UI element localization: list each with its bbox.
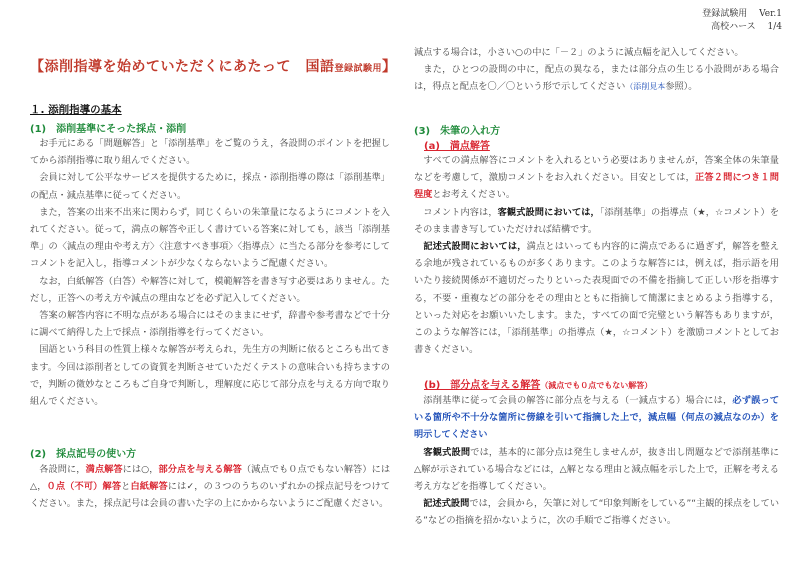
section-title: １. 添削指導の基本 [30,104,122,116]
subsubsection-partial-marks: (b) 部分点を与える解答（減点でも０点でもない解答） [424,380,653,391]
header-page-number: 高校ハース 1/4 [711,22,782,32]
paragraph: 記述式設問では，会員から，矢筆に対して“印象判断をしている”“主観的採点をしている”などの指摘を招かないように，次の手順でご指導ください。 [414,498,780,527]
paragraph: 減点する場合は，小さい○の中に「－２」のように減点幅を記入してください。 [414,47,744,58]
paragraph: また，答案の出来不出来に関わらず，同じくらいの朱筆量になるようにコメントを入れてください。従って，満点の解答や正しく書けている答案に対しても，該当「添削基準」の〈減点の理由や考え方〉〈注意すべき事項〉〈指導点〉に当たる部分を参考にしてコメントを記入し，指導コメントが少なくならないようご配慮ください。 [30,206,390,270]
paragraph: 答案の解答内容に不明な点がある場合にはそのままにせず，辞書や参考書などで十分に調べて納得した上で採点・添削指導を行ってください。 [30,310,390,339]
left-paragraphs [30,135,390,410]
paragraph: 添削基準に従って会員の解答に部分点を与える（一減点する）場合には，必ず誤っている箇所や不十分な箇所に傍線を引いて指摘した上で，減点幅（何点の減点なのか）を明示してください [414,395,780,441]
scoring-marks-paragraph: 各設問に，満点解答には○，部分点を与える解答（減点でも０点でもない解答）には△，０点（不可）解答と白紙解答には✓，の３つのうちのいずれかの採点記号をつけてください。また，採点記号は会員の書いた字の上にかからないようにご配慮ください。 [30,464,391,510]
subsection-heading-1: (1) 添削基準にそった採点・添削 [30,124,187,135]
paragraph: なお，白紙解答（白答）や解答に対して，模範解答を書き写す必要はありません。ただし，正答への考え方や減点の理由などを必ず記入してください。 [30,275,390,304]
paragraph: すべての満点解答にコメントを入れるという必要はありませんが，答案全体の朱筆量などを考慮して，激励コメントをお入れください。目安としては，正答２問につき１問程度とお考えください。 [414,155,779,201]
paragraph: コメント内容は，客観式設問においては，「添削基準」の指導点（★，☆コメント）をそのまま書き写していただければ結構です。 [414,206,780,235]
right-intro-paragraph [414,44,779,96]
paragraph: 客観式設問では，基本的に部分点は発生しませんが，抜き出し問題などで添削基準に△解が示されている場合などには，△解となる理由と減点幅を示した上で，正解を考える考え方などを指導してください。 [414,446,780,493]
paragraph: 会員に対して公平なサービスを提供するために，採点・添削指導の際は「添削基準」の配点・減点基準に従ってください。 [30,172,390,201]
paragraph: 記述式設問においては，満点とはいっても内容的に満点であるに過ぎず，解答を整える余地が残されているものが多くあります。このような解答には，例えば，指示語を用いたり接続関係が不適切だったりといった表現面での不備を指摘して正しい形を指導する，不要・重複などの部分をその理由とともに指摘して簡潔にまとめるよう指導する，といった対応をお願いいたします。また，すべての面で完璧という解答もありますが，このような解答には，「添削基準」の指導点（★，☆コメント）を激励コメントとしてお書きください。 [414,241,780,356]
header-version: 登録試験用 Ver.1 [702,9,782,19]
paragraph: 国語という科目の性質上様々な解答が考えられ，先生方の判断に依るところも出てきます。今回は添削者としての資質を判断させていただくテストの意味合いも持ちますので，判断の微妙なところもご自身で判断し，理解度に応じて部分点を与える方向で取り組んでください。 [30,344,390,408]
full-marks-paragraphs [414,152,779,358]
document-title: 【添削指導を始めていただくにあたって 国語登録試験用】 [30,59,397,75]
subsection-heading-3: (3) 朱筆の入れ方 [414,126,501,137]
paragraph: また，ひとつの設問の中に，配点の異なる，または部分点の生じる小設問がある場合は，得点と配点を〇／〇という形で示してください（添削見本参照）。 [414,64,779,93]
subsubsection-full-marks: (a) 満点解答 [424,141,490,152]
partial-marks-paragraphs [414,392,779,530]
paragraph: お手元にある「問題解答」と「添削基準」をご覧のうえ，各設問のポイントを把握してから添削指導に取り組んでください。 [30,138,390,167]
page-header [702,8,782,34]
subsection-heading-2: (2) 採点記号の使い方 [30,449,137,460]
